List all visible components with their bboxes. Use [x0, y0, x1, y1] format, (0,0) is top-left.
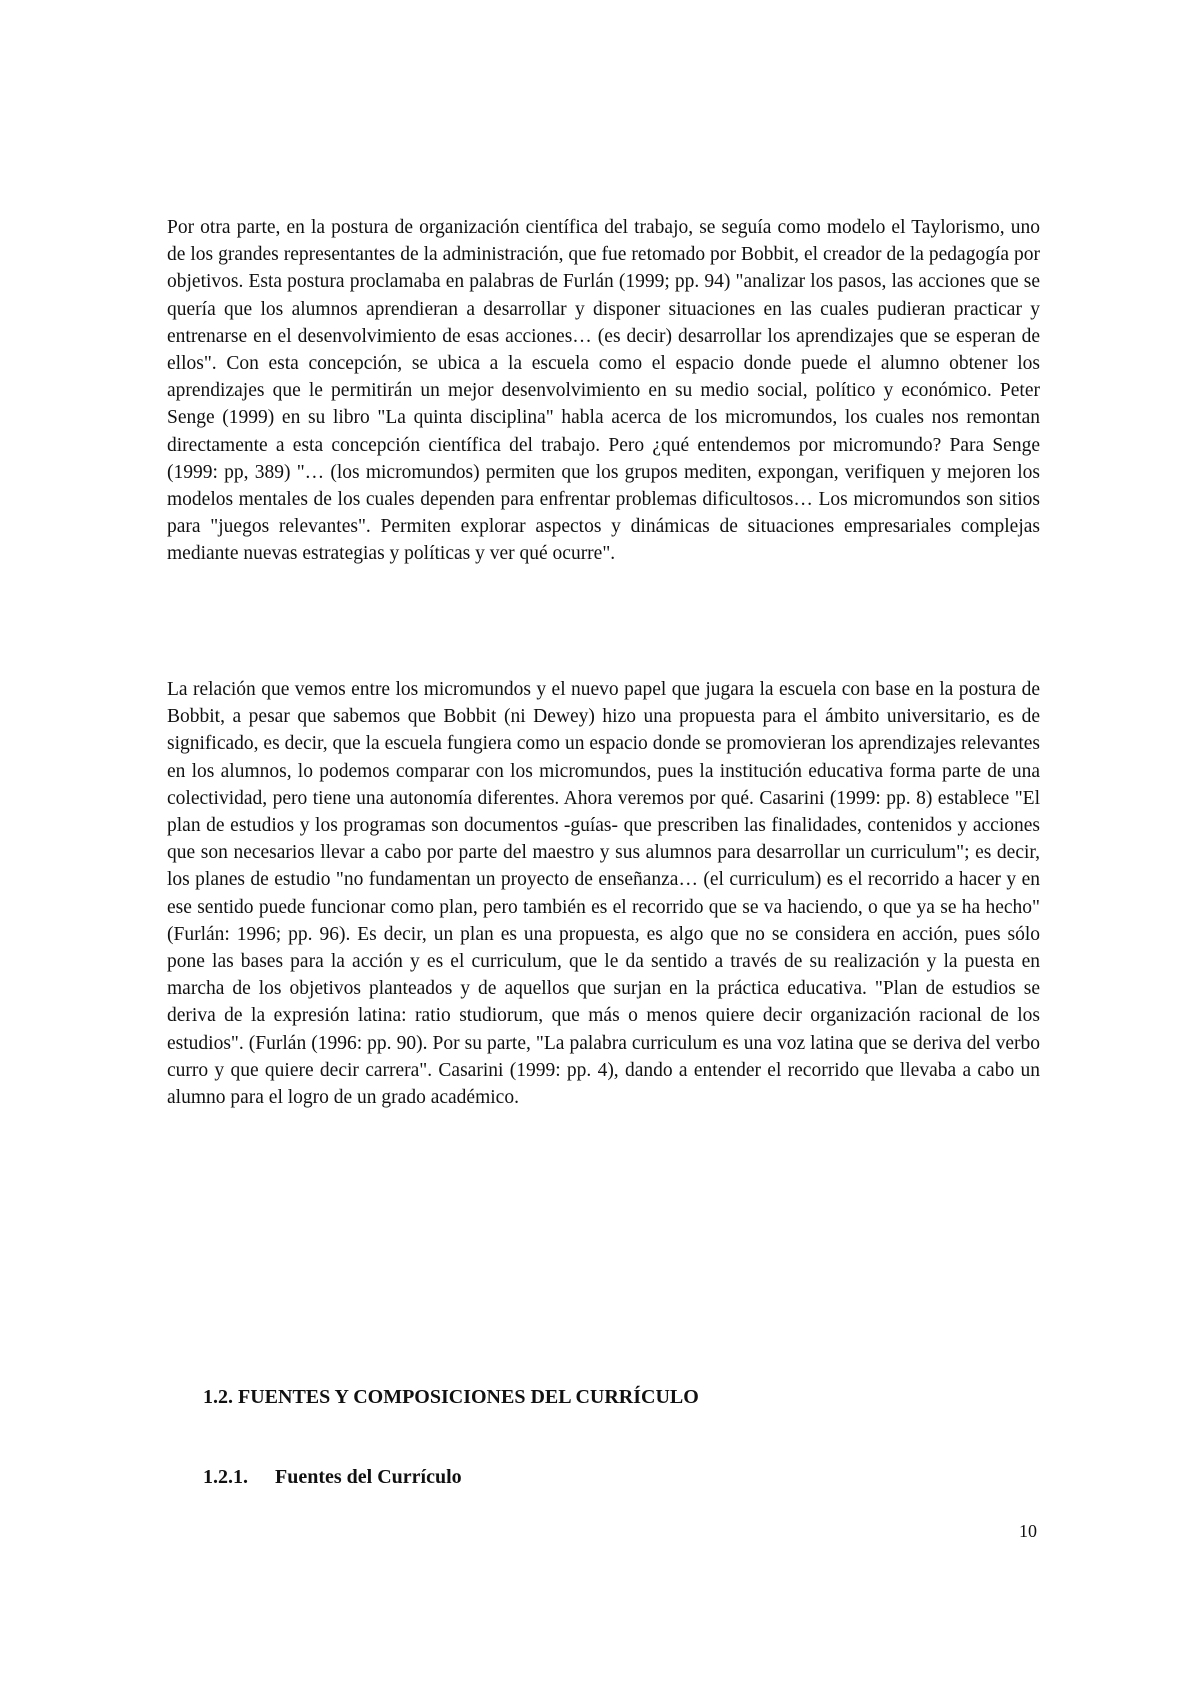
- page-number: 10: [1019, 1521, 1037, 1541]
- section-heading: 1.2. FUENTES Y COMPOSICIONES DEL CURRÍCULO: [203, 1386, 699, 1408]
- subsection-title: Fuentes del Currículo: [275, 1466, 462, 1488]
- paragraph-2: La relación que vemos entre los micromundos y el nuevo papel que jugara la escuela con base en la postura de Bobbit, a pesar que sabemos que Bobbit (ni Dewey) hizo una propuesta para el ámbito universitario, es de significado, es decir, que la escuela fungiera como un espacio donde se promovieran los aprendizajes relevantes en los alumnos, lo podemos comparar con los micromundos, pues la institución educativa forma parte de una colectividad, pero tiene una autonomía diferentes. Ahora veremos por qué. Casarini (1999: pp. 8) establece "El plan de estudios y los programas son documentos -guías- que prescriben las finalidades, contenidos y acciones que son necesarios llevar a cabo por parte del maestro y sus alumnos para desarrollar un curriculum"; es decir, los planes de estudio "no fundamentan un proyecto de enseñanza… (el curriculum) es el recorrido a hacer y en ese sentido puede funcionar como plan, pero también es el recorrido que se va haciendo, o que ya se ha hecho" (Furlán: 1996; pp. 96). Es decir, un plan es una propuesta, es algo que no se considera en acción, pues sólo pone las bases para la acción y es el curriculum, que le da sentido a través de su realización y la puesta en marcha de los objetivos planteados y de aquellos que surjan en la práctica educativa. "Plan de estudios se deriva de la expresión latina: ratio studiorum, que más o menos quiere decir organización racional de los estudios". (Furlán (1996: pp. 90). Por su parte, "La palabra curriculum es una voz latina que se deriva del verbo curro y que quiere decir carrera". Casarini (1999: pp. 4), dando a entender el recorrido que llevaba a cabo un alumno para el logro de un grado académico.: [167, 679, 1040, 1109]
- subsection-heading: [203, 1466, 462, 1489]
- paragraph-1: Por otra parte, en la postura de organización científica del trabajo, se seguía como modelo el Taylorismo, uno de los grandes representantes de la administración, que fue retomado por Bobbit, el creador de la pedagogía por objetivos. Esta postura proclamaba en palabras de Furlán (1999; pp. 94) "analizar los pasos, las acciones que se quería que los alumnos aprendieran a desarrollar y disponer situaciones en las cuales pudieran practicar y entrenarse en el desenvolvimiento de esas acciones… (es decir) desarrollar los aprendizajes que se esperan de ellos". Con esta concepción, se ubica a la escuela como el espacio donde puede el alumno obtener los aprendizajes que le permitirán un mejor desenvolvimiento en su medio social, político y económico. Peter Senge (1999) en su libro "La quinta disciplina" habla acerca de los micromundos, los cuales nos remontan directamente a esta concepción científica del trabajo. Pero ¿qué entendemos por micromundo? Para Senge (1999: pp, 389) "… (los micromundos) permiten que los grupos mediten, expongan, verifiquen y mejoren los modelos mentales de los cuales dependen para enfrentar problemas dificultosos… Los micromundos son sitios para "juegos relevantes". Permiten explorar aspectos y dinámicas de situaciones empresariales complejas mediante nuevas estrategias y políticas y ver qué ocurre".: [167, 217, 1040, 565]
- subsection-number: 1.2.1.: [203, 1466, 248, 1488]
